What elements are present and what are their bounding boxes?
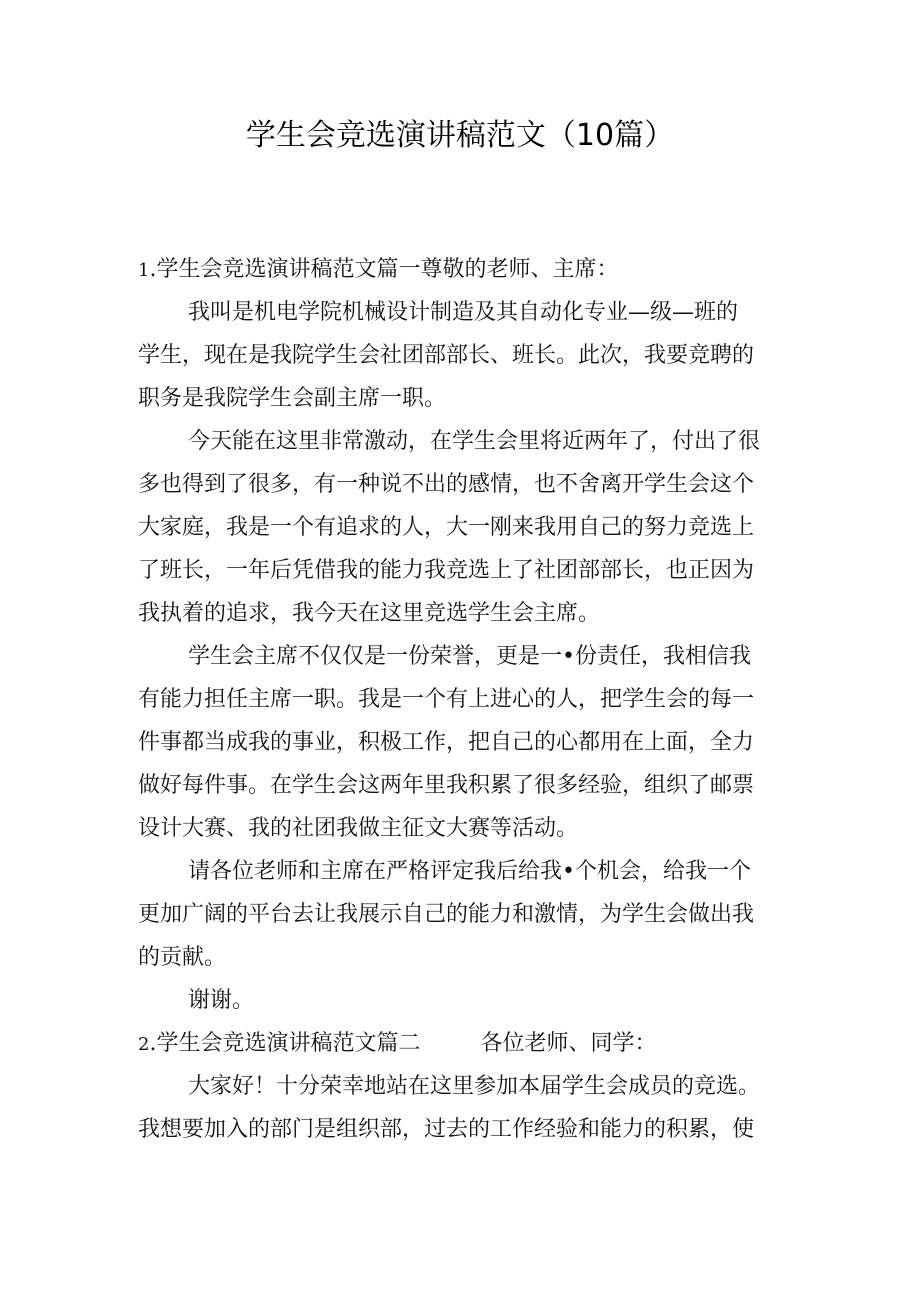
paragraph-line: 谢谢。 bbox=[188, 988, 255, 1013]
paragraph-line: 了班长，一年后凭借我的能力我竞选上了社团部部长，也正因为 bbox=[138, 558, 755, 583]
document-body bbox=[138, 248, 784, 1151]
paragraph-line: 做好每件事。在学生会这两年里我积累了很多经验，组织了邮票 bbox=[138, 773, 755, 798]
paragraph-line: 我叫是机电学院机械设计制造及其自动化专业—级—班的 bbox=[188, 300, 739, 325]
section-heading-text: .学生会竞选演讲稿范文篇二 bbox=[149, 1031, 421, 1056]
paragraph-line: 我执着的追求，我今天在这里竞选学生会主席。 bbox=[138, 601, 601, 626]
section-heading-1 bbox=[138, 248, 784, 291]
paragraph-line: 的贡献。 bbox=[138, 945, 227, 970]
paragraph-line: 请各位老师和主席在严格评定我后给我•个机会，给我一个 bbox=[188, 859, 751, 884]
section-heading-2 bbox=[138, 1022, 784, 1065]
section-heading-text: .学生会竞选演讲稿范文篇一尊敬的老师、主席： bbox=[149, 257, 619, 282]
section-number: 1 bbox=[138, 260, 150, 281]
paragraph-line: 大家好！十分荣幸地站在这里参加本届学生会成员的竞选。 bbox=[188, 1074, 761, 1099]
page-title: 学生会竞选演讲稿范文（10篇） bbox=[245, 118, 675, 153]
paragraph-line: 大家庭，我是一个有追求的人，大一刚来我用自己的努力竞选上 bbox=[138, 515, 755, 540]
paragraph-line: 更加广阔的平台去让我展示自己的能力和激情，为学生会做出我 bbox=[138, 902, 755, 927]
paragraph-line: 我想要加入的部门是组织部，过去的工作经验和能力的积累，使 bbox=[138, 1117, 755, 1142]
paragraph-line: 有能力担任主席一职。我是一个有上进心的人，把学生会的每一 bbox=[138, 687, 755, 712]
paragraph-line: 今天能在这里非常激动，在学生会里将近两年了，付出了很 bbox=[188, 429, 761, 454]
section-heading-salutation: 各位老师、同学： bbox=[480, 1031, 657, 1056]
paragraph-line: 设计大赛、我的社团我做主征文大赛等活动。 bbox=[138, 816, 579, 841]
paragraph-line: 学生会主席不仅仅是一份荣誉，更是一•份责任，我相信我 bbox=[188, 644, 751, 669]
section-number: 2 bbox=[138, 1034, 150, 1055]
paragraph-line: 多也得到了很多，有一种说不出的感情，也不舍离开学生会这个 bbox=[138, 472, 755, 497]
paragraph-line: 职务是我院学生会副主席一职。 bbox=[138, 386, 447, 411]
paragraph-line: 学生，现在是我院学生会社团部部长、班长。此次，我要竞聘的 bbox=[138, 343, 755, 368]
paragraph-line: 件事都当成我的事业，积极工作，把自己的心都用在上面，全力 bbox=[138, 730, 755, 755]
